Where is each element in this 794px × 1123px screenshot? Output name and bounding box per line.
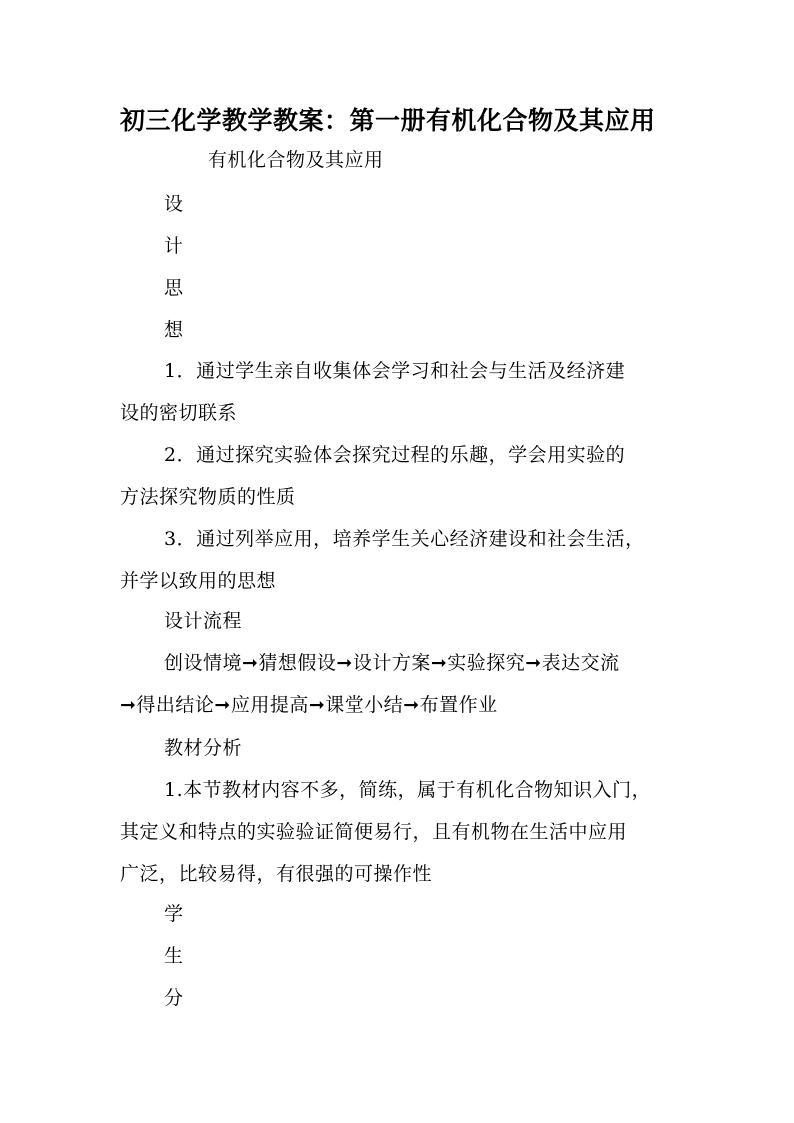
student-analysis-char-3: 分 — [164, 987, 184, 1009]
design-flow-line-2: ➞得出结论➞应用提高➞课堂小结➞布置作业 — [120, 694, 498, 716]
design-goal-1-line-2: 设的密切联系 — [120, 402, 238, 424]
design-goal-1-line-1: 1．通过学生亲自收集体会学习和社会与生活及经济建 — [164, 360, 626, 382]
design-flow-line-1: 创设情境➞猜想假设➞设计方案➞实验探究➞表达交流 — [164, 652, 620, 674]
design-flow-heading: 设计流程 — [164, 610, 243, 632]
design-idea-char-3: 思 — [164, 277, 184, 299]
design-goal-2-line-2: 方法探究物质的性质 — [120, 486, 296, 508]
design-goal-3-line-2: 并学以致用的思想 — [120, 570, 277, 592]
material-analysis-heading: 教材分析 — [164, 737, 243, 759]
design-goal-3-line-1: 3．通过列举应用，培养学生关心经济建设和社会生活， — [164, 528, 645, 550]
material-analysis-line-2: 其定义和特点的实验验证简便易行，且有机物在生活中应用 — [120, 821, 628, 843]
material-analysis-line-3: 广泛，比较易得，有很强的可操作性 — [120, 863, 433, 885]
document-subtitle: 有机化合物及其应用 — [208, 149, 384, 171]
design-idea-char-2: 计 — [164, 235, 184, 257]
student-analysis-char-2: 生 — [164, 945, 184, 967]
document-title: 初三化学教学教案：第一册有机化合物及其应用 — [120, 106, 656, 135]
design-goal-2-line-1: 2．通过探究实验体会探究过程的乐趣，学会用实验的 — [164, 444, 626, 466]
material-analysis-line-1: 1.本节教材内容不多，简练，属于有机化合物知识入门， — [164, 779, 652, 801]
student-analysis-char-1: 学 — [164, 903, 184, 925]
design-idea-char-1: 设 — [164, 193, 184, 215]
design-idea-char-4: 想 — [164, 319, 184, 341]
